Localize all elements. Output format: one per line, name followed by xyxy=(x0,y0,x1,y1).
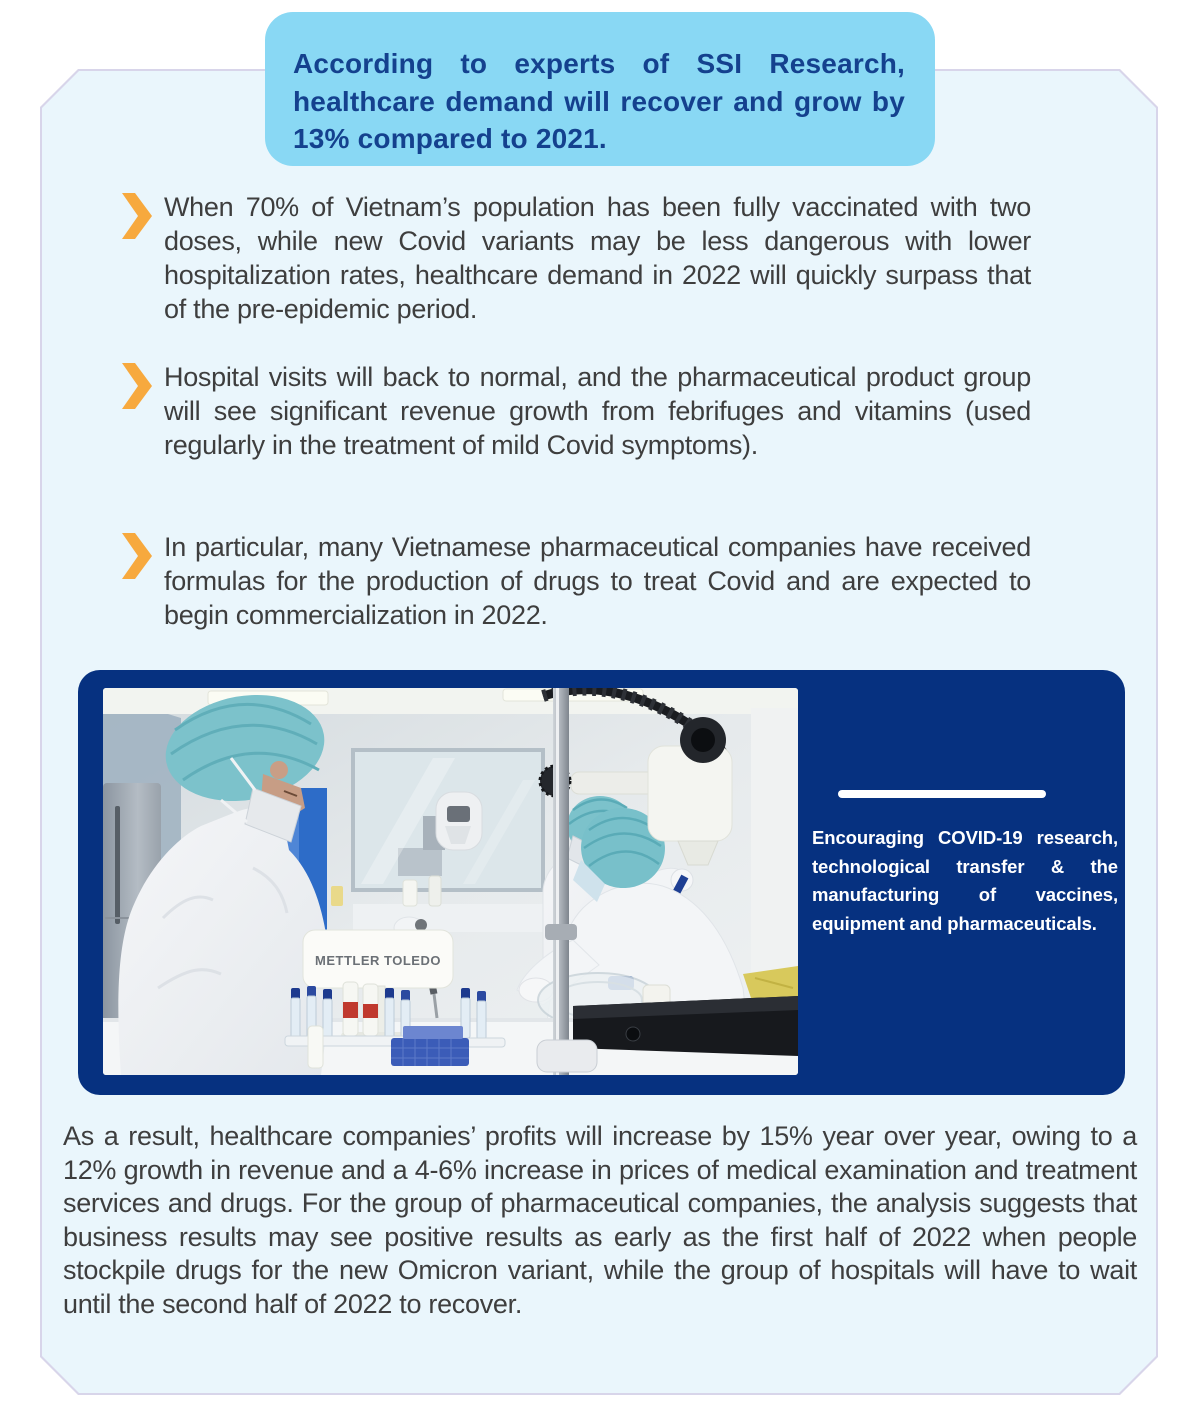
lab-photo-illustration xyxy=(103,688,798,1075)
bullet-text: When 70% of Vietnam’s population has been fully vaccinated with two doses, while new Covid variants may be less dangerous with lower hospitalization rates, healthcare demand in 2022 will quickly surpass that of the pre-epidemic period. xyxy=(164,192,1031,324)
bullet-item xyxy=(122,360,1034,462)
bullet-item xyxy=(122,190,1034,326)
caption-zone xyxy=(812,790,1118,938)
page-title: According to experts of SSI Research, healthcare demand will recover and grow by 13% compared to 2021. xyxy=(293,48,905,155)
header-callout xyxy=(265,12,935,166)
closing-paragraph: As a result, healthcare companies’ profits will increase by 15% year over year, owing to a 12% growth in revenue and a 4-6% increase in prices of medical examination and treatment services and drugs. For the group of pharmaceutical companies, the analysis suggests that business results may see positive results as early as the first half of 2022 when people stockpile drugs for the new Omicron variant, while the group of hospitals will have to wait until the second half of 2022 to recover. xyxy=(63,1121,1137,1319)
chevron-bullet-icon xyxy=(122,533,152,579)
chevron-bullet-icon xyxy=(122,193,152,239)
bullet-item xyxy=(122,530,1034,632)
lab-photo xyxy=(103,688,798,1075)
bullet-text: Hospital visits will back to normal, and the pharmaceutical product group will see significant revenue growth from febrifuges and vitamins (used regularly in the treatment of mild Covid symptoms). xyxy=(164,362,1031,460)
photo-card xyxy=(78,670,1125,1095)
mettler-device-label: METTLER TOLEDO xyxy=(315,953,441,968)
bullet-text: In particular, many Vietnamese pharmaceutical companies have received formulas for the production of drugs to treat Covid and are expected to begin commercialization in 2022. xyxy=(164,532,1031,630)
chevron-bullet-icon xyxy=(122,363,152,409)
caption-divider xyxy=(838,790,1046,798)
scientist-behind-glass xyxy=(436,792,482,850)
photo-caption: Encouraging COVID-19 research, technological transfer & the manufacturing of vaccines, equipment and pharmaceuticals. xyxy=(812,827,1118,934)
